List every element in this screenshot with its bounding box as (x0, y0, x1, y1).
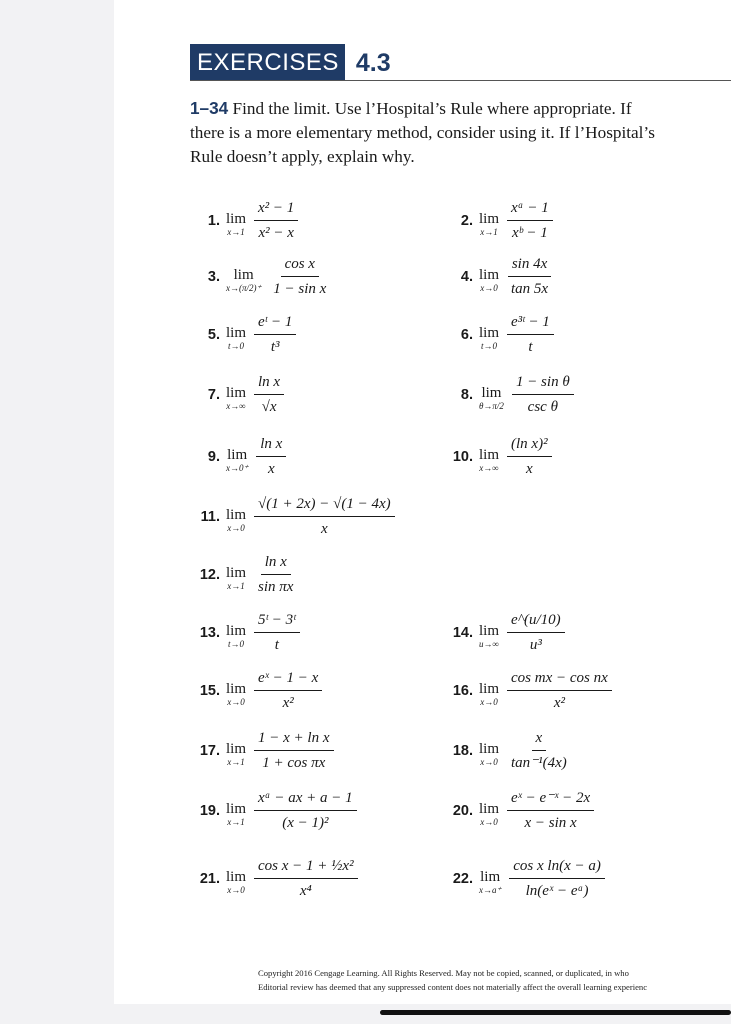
limit-operator (479, 447, 499, 473)
exercise-item (443, 788, 594, 833)
fraction (254, 198, 298, 243)
exercise-number: 9. (207, 448, 220, 465)
exercise-item (443, 610, 565, 655)
limit-subscript: x→0 (480, 282, 498, 293)
instructions (190, 96, 670, 169)
limit-word: lim (481, 384, 502, 401)
denominator: csc θ (527, 399, 558, 415)
copyright-notice (258, 966, 647, 994)
exercise-number: 13. (199, 624, 220, 641)
fraction (507, 788, 594, 833)
denominator: 1 − sin x (273, 281, 327, 297)
limit-word: lim (479, 622, 500, 639)
fraction (254, 552, 297, 597)
exercise-number: 2. (460, 212, 473, 229)
exercise-item (443, 728, 571, 773)
limit-subscript: x→(π/2)⁺ (226, 282, 262, 293)
limit-operator (226, 211, 246, 237)
exercise-number: 21. (199, 870, 220, 887)
limit-subscript: x→1 (227, 580, 245, 591)
denominator: x − sin x (524, 815, 577, 831)
limit-operator (479, 741, 499, 767)
denominator: u³ (529, 637, 542, 653)
limit-operator (226, 507, 246, 533)
numerator: x² − 1 (254, 198, 298, 221)
limit-word: lim (227, 446, 248, 463)
limit-word: lim (226, 384, 247, 401)
exercise-number: 10. (452, 448, 473, 465)
numerator: e³ᵗ − 1 (507, 312, 554, 335)
limit-operator (479, 267, 499, 293)
limit-word: lim (479, 324, 500, 341)
denominator: t³ (270, 339, 280, 355)
numerator: cos mx − cos nx (507, 668, 612, 691)
exercise-number: 20. (452, 802, 473, 819)
denominator: x (267, 461, 275, 477)
header-divider (190, 80, 731, 81)
limit-subscript: θ→π/2 (479, 400, 504, 411)
fraction (254, 728, 333, 773)
limit-word: lim (226, 868, 247, 885)
limit-word: lim (226, 324, 247, 341)
exercise-range: 1–34 (190, 98, 229, 118)
numerator: cos x − 1 + ½x² (254, 856, 358, 879)
exercise-number: 6. (460, 326, 473, 343)
limit-subscript: x→0 (480, 816, 498, 827)
limit-word: lim (479, 210, 500, 227)
exercise-item (443, 198, 553, 243)
limit-word: lim (479, 266, 500, 283)
limit-word: lim (479, 800, 500, 817)
limit-word: lim (226, 740, 247, 757)
fraction (269, 254, 330, 299)
limit-operator (479, 385, 504, 411)
exercise-number: 7. (207, 386, 220, 403)
exercise-number: 1. (207, 212, 220, 229)
denominator: x⁴ (299, 883, 312, 899)
fraction (507, 610, 565, 655)
numerator: xᵃ − ax + a − 1 (254, 788, 357, 811)
limit-word: lim (226, 622, 247, 639)
exercise-item (190, 372, 284, 417)
limit-operator (226, 447, 248, 473)
exercise-number: 5. (207, 326, 220, 343)
exercise-number: 14. (452, 624, 473, 641)
section-label: EXERCISES (190, 44, 345, 80)
limit-subscript: x→∞ (226, 400, 246, 411)
denominator: tan 5x (511, 281, 549, 297)
exercise-number: 17. (199, 742, 220, 759)
exercise-number: 15. (199, 682, 220, 699)
exercise-number: 4. (460, 268, 473, 285)
fraction (254, 856, 358, 901)
fraction (507, 434, 552, 479)
exercise-item (443, 312, 554, 357)
limit-subscript: x→1 (480, 226, 498, 237)
exercise-number: 12. (199, 566, 220, 583)
fraction (254, 312, 296, 357)
limit-operator (226, 623, 246, 649)
limit-word: lim (479, 446, 500, 463)
denominator: tan⁻¹(4x) (511, 755, 567, 771)
limit-operator (479, 211, 499, 237)
limit-word: lim (226, 210, 247, 227)
limit-subscript: x→1 (227, 756, 245, 767)
numerator: √(1 + 2x) − √(1 − 4x) (254, 494, 395, 517)
numerator: e^(u/10) (507, 610, 565, 633)
exercise-item (443, 668, 612, 713)
denominator: t (528, 339, 533, 355)
limit-operator (479, 801, 499, 827)
numerator: xᵃ − 1 (507, 198, 553, 221)
limit-subscript: x→0 (227, 696, 245, 707)
exercise-item (190, 434, 286, 479)
denominator: x (321, 521, 328, 537)
exercise-number: 11. (200, 508, 220, 525)
section-number: 4.3 (355, 49, 391, 77)
exercise-item (190, 610, 300, 655)
limit-word: lim (226, 564, 247, 581)
fraction (254, 668, 322, 713)
limit-subscript: x→∞ (479, 462, 499, 473)
numerator: ln x (254, 372, 284, 395)
limit-subscript: x→1 (227, 226, 245, 237)
limit-subscript: u→∞ (479, 638, 499, 649)
limit-operator (479, 681, 499, 707)
limit-word: lim (479, 680, 500, 697)
limit-subscript: t→0 (481, 340, 498, 351)
exercise-item (190, 494, 395, 539)
fraction (256, 434, 286, 479)
fraction (507, 668, 612, 713)
fraction (254, 788, 357, 833)
fraction (507, 312, 554, 357)
fraction (254, 610, 300, 655)
limit-subscript: x→0 (227, 522, 245, 533)
limit-subscript: x→0 (227, 884, 245, 895)
denominator: x² (282, 695, 294, 711)
fraction (254, 372, 284, 417)
limit-operator (226, 325, 246, 351)
exercise-number: 16. (452, 682, 473, 699)
numerator: eˣ − 1 − x (254, 668, 322, 691)
limit-subscript: x→1 (227, 816, 245, 827)
exercise-item (190, 312, 296, 357)
limit-subscript: t→0 (228, 340, 245, 351)
denominator: ln(eˣ − eᵃ) (525, 883, 589, 899)
limit-operator (479, 623, 499, 649)
exercise-number: 18. (452, 742, 473, 759)
exercise-number: 22. (452, 870, 473, 887)
denominator: 1 + cos πx (262, 755, 326, 771)
denominator: (x − 1)² (282, 815, 329, 831)
instructions-text: Find the limit. Use l’Hospital’s Rule where appropriate. If there is a more elementary method, consider using it. If l’Hospital’s Rule doesn’t apply, explain why. (190, 99, 655, 166)
numerator: 1 − sin θ (512, 372, 574, 395)
limit-operator (226, 565, 246, 591)
fraction (507, 198, 553, 243)
fraction (507, 254, 552, 299)
limit-operator (226, 741, 246, 767)
denominator: t (274, 637, 279, 653)
exercise-item (443, 254, 552, 299)
denominator: sin πx (258, 579, 294, 595)
limit-word: lim (479, 740, 500, 757)
exercise-item (190, 552, 297, 597)
numerator: ln x (261, 552, 291, 575)
limit-operator (226, 267, 261, 293)
denominator: xᵇ − 1 (511, 225, 548, 241)
numerator: cos x ln(x − a) (509, 856, 605, 879)
home-indicator[interactable] (380, 1010, 731, 1015)
exercise-item (190, 668, 322, 713)
exercise-item (443, 856, 605, 901)
numerator: eᵗ − 1 (254, 312, 296, 335)
section-header (190, 44, 391, 80)
limit-operator (226, 801, 246, 827)
limit-operator (479, 325, 499, 351)
limit-word: lim (226, 506, 247, 523)
copyright-line: Copyright 2016 Cengage Learning. All Rights Reserved. May not be copied, scanned, or duplicated, in who (258, 968, 629, 978)
denominator: √x (261, 399, 277, 415)
limit-subscript: x→0 (480, 756, 498, 767)
denominator: x² (553, 695, 565, 711)
limit-word: lim (233, 266, 254, 283)
copyright-line: Editorial review has deemed that any suppressed content does not materially affect the overall learning experienc (258, 982, 648, 992)
limit-word: lim (480, 868, 501, 885)
limit-subscript: x→0 (480, 696, 498, 707)
denominator: x (525, 461, 533, 477)
limit-word: lim (226, 800, 247, 817)
fraction (512, 372, 574, 417)
exercise-number: 19. (199, 802, 220, 819)
numerator: ln x (256, 434, 286, 457)
numerator: (ln x)² (507, 434, 552, 457)
numerator: 5ᵗ − 3ᵗ (254, 610, 300, 633)
numerator: eˣ − e⁻ˣ − 2x (507, 788, 594, 811)
fraction (254, 494, 395, 539)
exercise-item (443, 372, 574, 417)
exercise-item (190, 728, 334, 773)
limit-subscript: x→0⁺ (226, 462, 249, 473)
limit-operator (479, 869, 501, 895)
exercise-number: 8. (460, 386, 473, 403)
exercise-item (190, 788, 357, 833)
limit-operator (226, 681, 246, 707)
limit-word: lim (226, 680, 247, 697)
exercise-item (190, 254, 330, 299)
exercise-item (190, 198, 298, 243)
fraction (509, 856, 605, 901)
limit-subscript: t→0 (228, 638, 245, 649)
limit-operator (226, 385, 246, 411)
fraction (507, 728, 571, 773)
exercise-item (443, 434, 552, 479)
numerator: 1 − x + ln x (254, 728, 333, 751)
numerator: sin 4x (508, 254, 551, 277)
denominator: x² − x (258, 225, 294, 241)
limit-operator (226, 869, 246, 895)
exercise-number: 3. (207, 268, 220, 285)
numerator: x (532, 728, 547, 751)
limit-subscript: x→a⁺ (479, 884, 502, 895)
numerator: cos x (281, 254, 319, 277)
exercise-item (190, 856, 358, 901)
